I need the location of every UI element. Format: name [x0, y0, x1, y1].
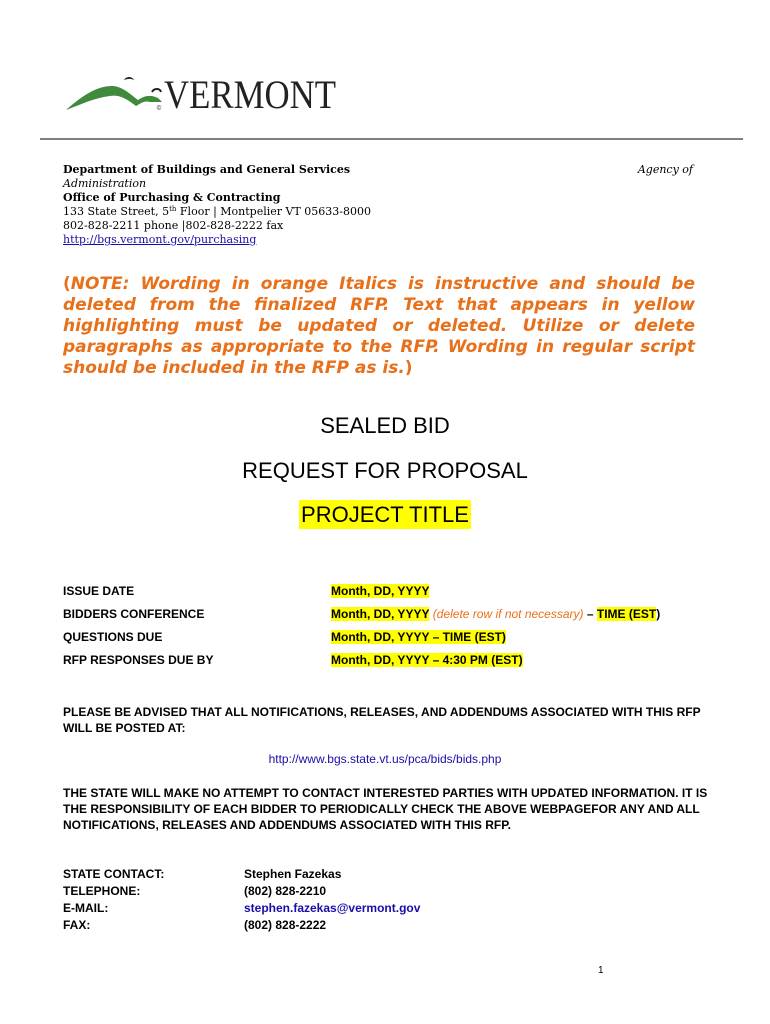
- sealed-bid-title: SEALED BID: [320, 413, 450, 438]
- email-link[interactable]: stephen.fazekas@vermont.gov: [244, 901, 421, 915]
- purchasing-link[interactable]: http://bgs.vermont.gov/purchasing: [63, 233, 257, 246]
- table-row: [63, 584, 743, 607]
- logo-mark: ©: [156, 105, 162, 112]
- address: 133 State Street, 5th Floor | Montpelier VT 05633-8000: [63, 205, 371, 218]
- state-contact-label: STATE CONTACT:: [63, 867, 165, 881]
- phone-fax: 802-828-2211 phone |802-828-2222 fax: [63, 219, 284, 232]
- project-title: PROJECT TITLE: [301, 502, 469, 527]
- responses-due-label: RFP RESPONSES DUE BY: [63, 653, 214, 667]
- contact-block: [63, 867, 663, 935]
- vermont-logo: [64, 72, 344, 114]
- mountain-icon: [66, 86, 162, 110]
- table-row: [63, 630, 743, 653]
- fax-value: (802) 828-2222: [244, 918, 327, 932]
- state-contact-value: Stephen Fazekas: [244, 867, 342, 881]
- issue-date-value: Month, DD, YYYY: [331, 584, 430, 598]
- questions-due-label: QUESTIONS DUE: [63, 630, 163, 644]
- questions-due-value: Month, DD, YYYY – TIME (EST): [331, 630, 506, 644]
- telephone-value: (802) 828-2210: [244, 884, 327, 898]
- rfp-title: REQUEST FOR PROPOSAL: [242, 458, 528, 483]
- issue-date-label: ISSUE DATE: [63, 584, 135, 598]
- bidders-conference-value: Month, DD, YYYY (delete row if not necessary) – TIME (EST): [331, 607, 661, 621]
- header-rule: [40, 138, 743, 140]
- letterhead: [63, 163, 703, 247]
- bids-url-link[interactable]: http://www.bgs.state.vt.us/pca/bids/bids.php: [268, 752, 502, 766]
- office-name: Office of Purchasing & Contracting: [63, 191, 281, 204]
- table-row: [63, 653, 743, 676]
- instruction-note: (NOTE: Wording in orange Italics is instructive and should be deleted from the finalized RFP. Text that appears in yellow highlighting must be updated or deleted. Utilize or delete paragraphs as appropriate to the RFP. Wording in regular script should be included in the RFP as is.): [63, 274, 695, 378]
- advisory-text: PLEASE BE ADVISED THAT ALL NOTIFICATIONS, RELEASES, AND ADDENDUMS ASSOCIATED WITH THIS RFP WILL BE POSTED AT:: [63, 705, 701, 735]
- department-name: Department of Buildings and General Services: [63, 163, 351, 176]
- responses-due-value: Month, DD, YYYY – 4:30 PM (EST): [331, 653, 523, 667]
- table-row: [63, 607, 743, 630]
- email-label: E-MAIL:: [63, 901, 109, 915]
- telephone-label: TELEPHONE:: [63, 884, 141, 898]
- page-number: 1: [598, 965, 604, 976]
- no-contact-notice: THE STATE WILL MAKE NO ATTEMPT TO CONTACT INTERESTED PARTIES WITH UPDATED INFORMATION. IT IS THE RESPONSIBILITY OF EACH BIDDER TO PERIODICALLY CHECK THE ABOVE WEBPAGEFOR ANY AND ALL NOTIFICATIONS, RELEASES AND ADDENDUMS ASSOCIATED WITH THIS RFP.: [63, 786, 708, 832]
- dates-table: [63, 584, 743, 676]
- agency-label: Agency of: [637, 163, 693, 176]
- logo-text: VERMONT: [164, 72, 336, 114]
- administration-label: Administration: [63, 177, 147, 190]
- fax-label: FAX:: [63, 918, 91, 932]
- bids-url-line: [0, 752, 770, 766]
- bidders-conference-label: BIDDERS CONFERENCE: [63, 607, 205, 621]
